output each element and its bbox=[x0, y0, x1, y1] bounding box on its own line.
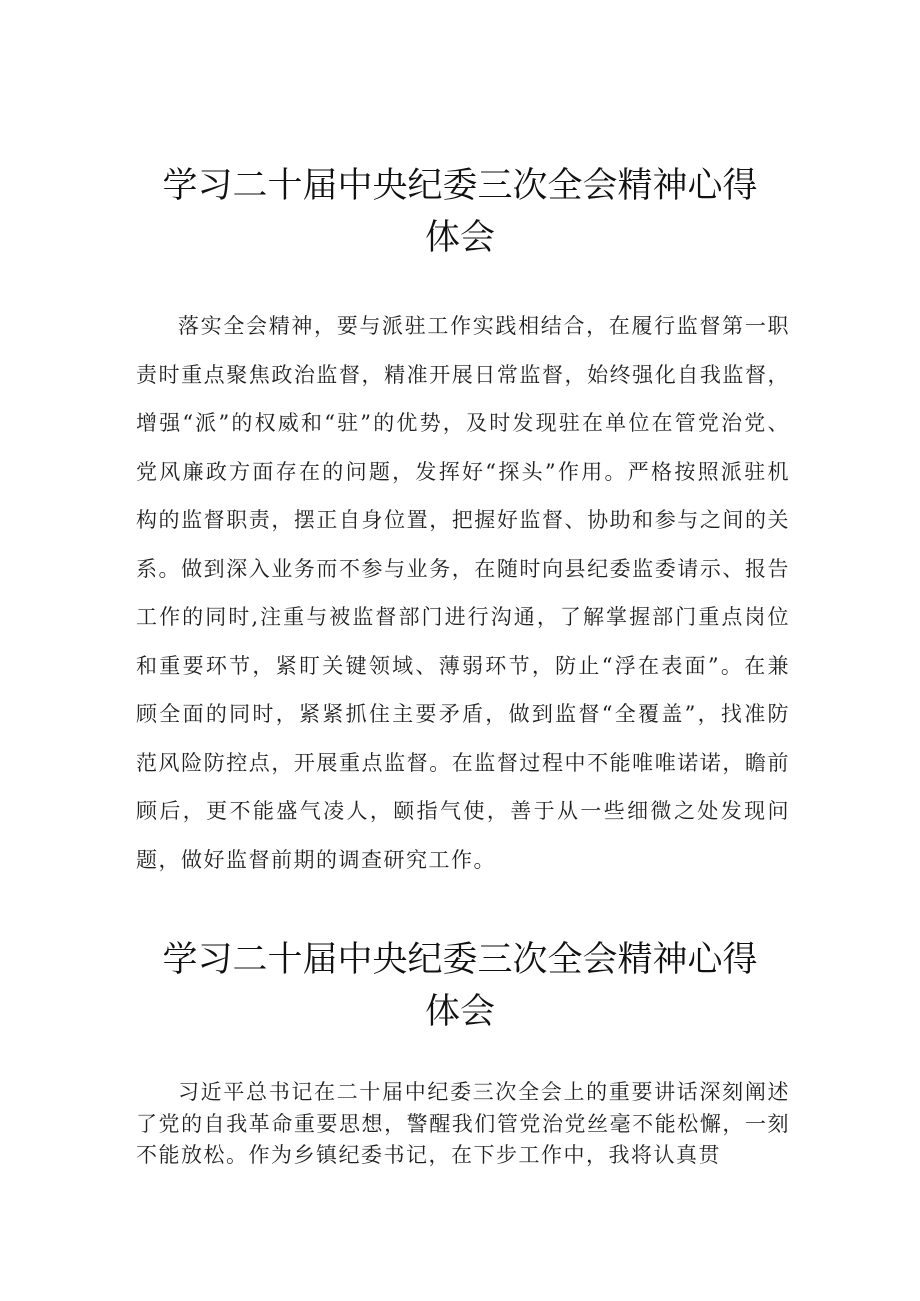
section-2-paragraph: 习近平总书记在二十届中纪委三次全会上的重要讲话深刻阐述了党的自我革命重要思想，警醒我们管党治党丝毫不能松懈，一刻不能放松。作为乡镇纪委书记，在下步工作中，我将认真贯 bbox=[136, 1080, 790, 1167]
section-2-title: 学习二十届中央纪委三次全会精神心得体会 bbox=[162, 940, 758, 1032]
section-1-title: 学习二十届中央纪委三次全会精神心得体会 bbox=[162, 166, 758, 258]
section-1-paragraph: 落实全会精神，要与派驻工作实践相结合，在履行监督第一职责时重点聚焦政治监督，精准开展日常监督，始终强化自我监督，增强“派”的权威和“驻”的优势，及时发现驻在单位在管党治党、党风廉政方面存在的问题，发挥好“探头”作用。严格按照派驻机构的监督职责，摆正自身位置，把握好监督、协助和参与之间的关系。做到深入业务而不参与业务，在随时向县纪委监委请示、报告工作的同时,注重与被监督部门进行沟通，了解掌握部门重点岗位和重要环节，紧盯关键领域、薄弱环节，防止“浮在表面”。在兼顾全面的同时，紧紧抓住主要矛盾，做到监督“全覆盖”，找准防范风险防控点，开展重点监督。在监督过程中不能唯唯诺诺，瞻前顾后，更不能盛气凌人，颐指气使，善于从一些细微之处发现问题，做好监督前期的调查研究工作。 bbox=[136, 314, 790, 872]
